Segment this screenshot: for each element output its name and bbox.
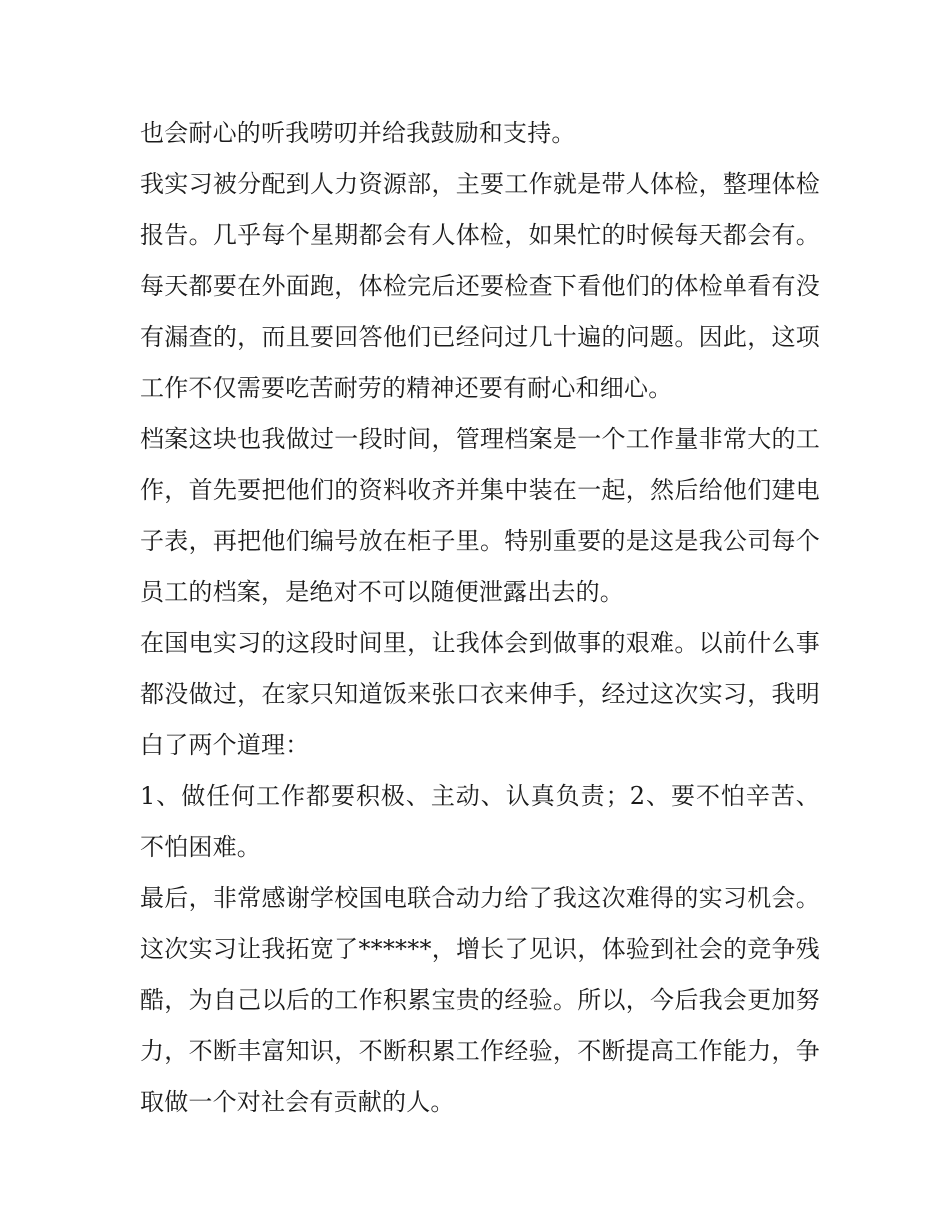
paragraph-3: 档案这块也我做过一段时间，管理档案是一个工作量非常大的工作，首先要把他们的资料收齐并集中装在一起，然后给他们建电子表，再把他们编号放在柜子里。特别重要的是这是我公司每个员工的档案，是绝对不可以随便泄露出去的。 — [140, 425, 820, 606]
paragraph-2: 我实习被分配到人力资源部，主要工作就是带人体检，整理体检报告。几乎每个星期都会有人体检，如果忙的时候每天都会有。每天都要在外面跑，体检完后还要检查下看他们的体检单看有没有漏查的，而且要回答他们已经问过几十遍的问题。因此，这项工作不仅需要吃苦耐劳的精神还要有耐心和细心。 — [140, 170, 820, 402]
document-body — [140, 108, 820, 1128]
paragraph-1: 也会耐心的听我唠叨并给我鼓励和支持。 — [140, 119, 576, 147]
paragraph-6: 最后，非常感谢学校国电联合动力给了我这次难得的实习机会。这次实习让我拓宽了******，增长了见识，体验到社会的竞争残酷，为自己以后的工作积累宝贵的经验。所以，今后我会更加努力，不断丰富知识，不断积累工作经验，不断提高工作能力，争取做一个对社会有贡献的人。 — [140, 884, 820, 1116]
paragraph-5: 1、做任何工作都要积极、主动、认真负责；2、要不怕辛苦、不怕困难。 — [140, 782, 820, 861]
paragraph-4: 在国电实习的这段时间里，让我体会到做事的艰难。以前什么事都没做过，在家只知道饭来张口衣来伸手，经过这次实习，我明白了两个道理： — [140, 629, 820, 759]
